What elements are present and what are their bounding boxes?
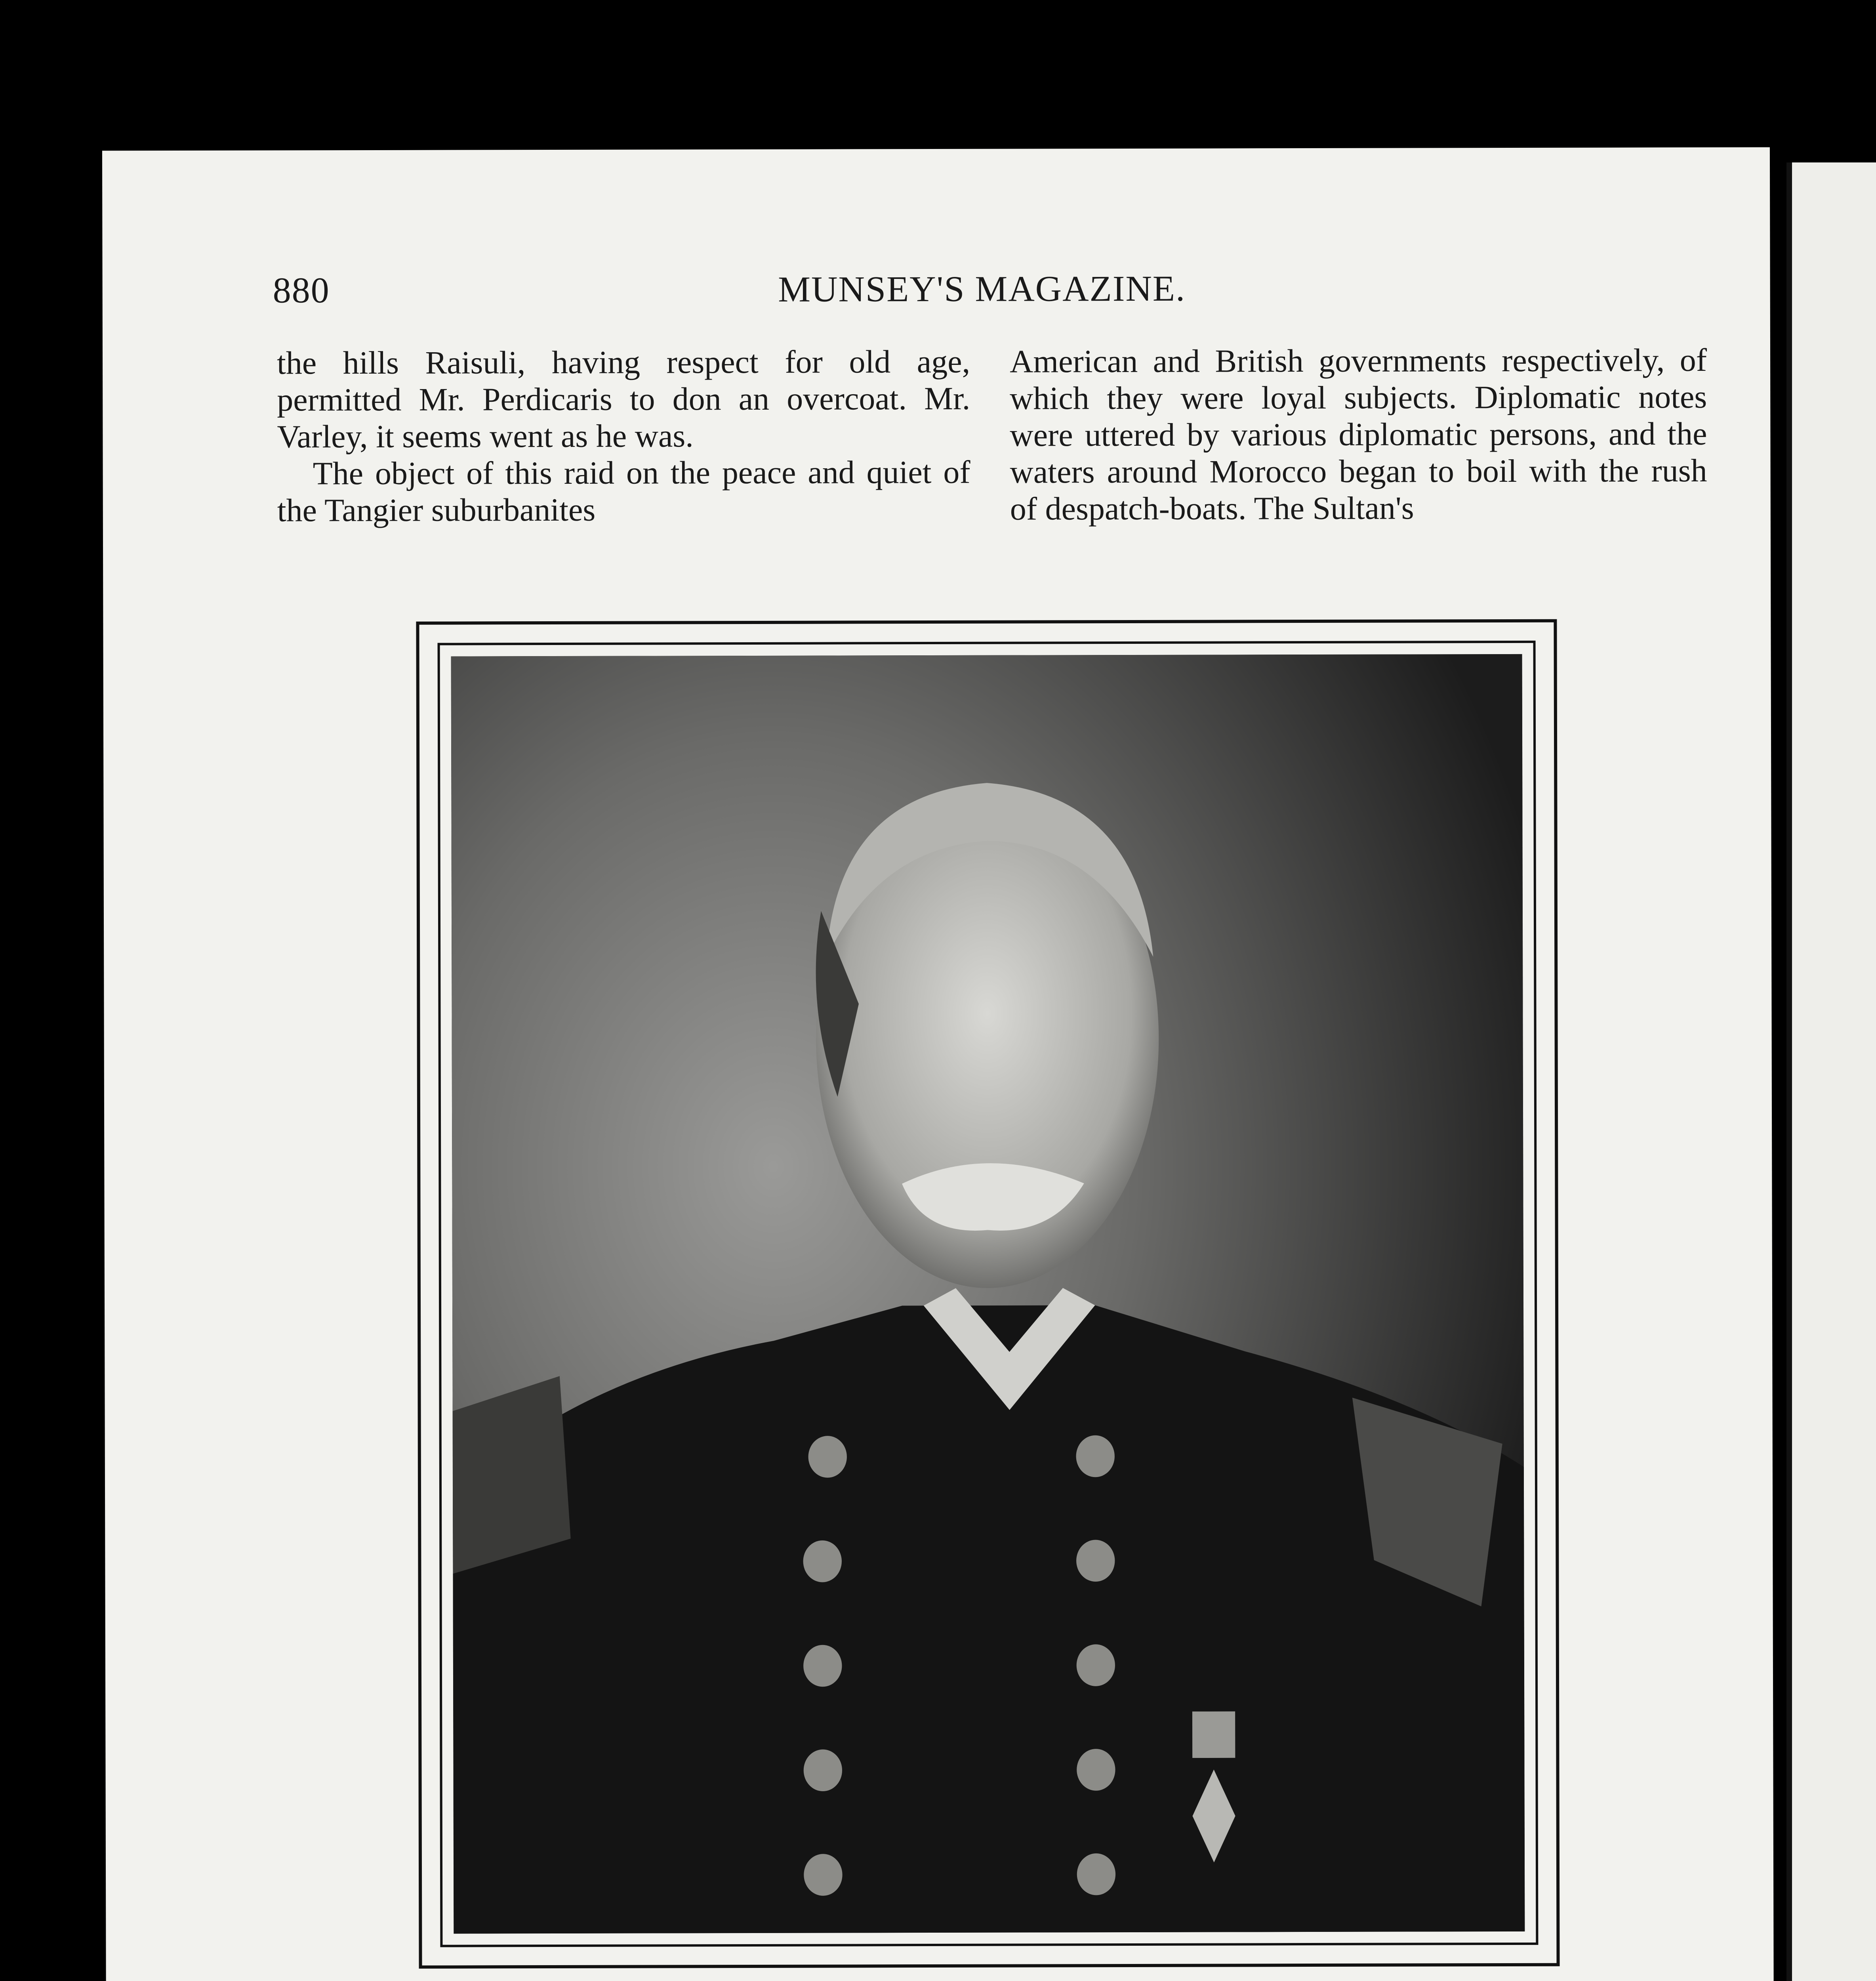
magazine-title: MUNSEY'S MAGAZINE. xyxy=(778,268,1186,309)
column-top-left xyxy=(277,343,970,529)
magazine-page xyxy=(102,147,1775,1981)
adjacent-page-edge xyxy=(1786,162,1876,1981)
portrait-photo xyxy=(451,654,1525,1934)
column-top-right xyxy=(1010,342,1707,527)
admiral-portrait-image xyxy=(451,654,1525,1934)
portrait-frame xyxy=(416,619,1560,1969)
paragraph: American and British governments respectively, of which they were loyal subjects. Diplomatic notes were uttered by various diplomatic persons, and the waters around Morocco began to boil with the rush of despatch-boats. The Sultan's xyxy=(1009,342,1707,527)
page-header xyxy=(273,266,1691,321)
page-number: 880 xyxy=(273,270,330,311)
paragraph: the hills Raisuli, having respect for old age, permitted Mr. Perdicaris to don an overcoat. Mr. Varley, it seems went as he was. xyxy=(276,343,970,455)
paragraph: The object of this raid on the peace and quiet of the Tangier suburbanites xyxy=(277,454,970,529)
